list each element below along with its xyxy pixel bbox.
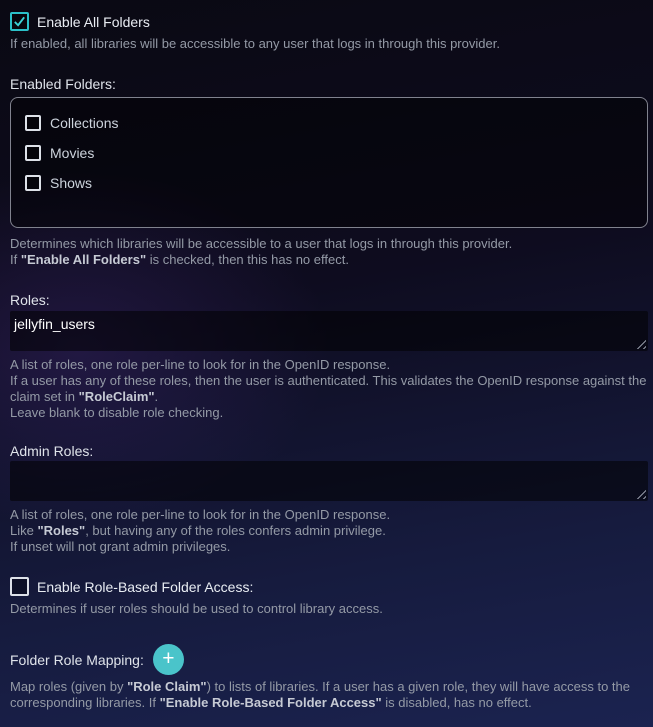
- check-icon: [12, 14, 27, 29]
- admin-roles-description: A list of roles, one role per-line to look for in the OpenID response. Like "Roles", but having any of the roles confers admin privilege. If unset will not grant admin privileges.: [10, 507, 391, 554]
- enable-all-folders-label[interactable]: Enable All Folders: [37, 13, 150, 30]
- enabled-folders-label: Enabled Folders:: [10, 76, 116, 92]
- role-based-folder-access-description: Determines if user roles should be used to control library access.: [10, 601, 383, 616]
- role-based-folder-access-checkbox[interactable]: [10, 577, 29, 596]
- folder-row-collections: [25, 115, 633, 131]
- folder-row-movies: [25, 145, 633, 161]
- admin-roles-textarea[interactable]: [10, 461, 648, 501]
- enable-all-folders-checkbox[interactable]: [10, 12, 29, 31]
- folder-role-mapping-description: Map roles (given by "Role Claim") to lists of libraries. If a user has a given role, they will have access to the corresponding libraries. If "Enable Role-Based Folder Access" is disabled, has no effect.: [10, 679, 630, 710]
- folder-role-mapping-row: [10, 644, 648, 675]
- folder-checkbox-collections[interactable]: [25, 115, 41, 131]
- folder-label-movies[interactable]: Movies: [50, 145, 95, 161]
- folder-checkbox-movies[interactable]: [25, 145, 41, 161]
- folder-label-shows[interactable]: Shows: [50, 175, 93, 191]
- roles-label: Roles:: [10, 292, 50, 308]
- roles-textarea-wrap: [10, 311, 648, 351]
- folder-role-mapping-label: Folder Role Mapping:: [10, 651, 144, 668]
- roles-description: A list of roles, one role per-line to look for in the OpenID response. If a user has any of these roles, then the user is authenticated. This validates the OpenID response against the claim set in "RoleClaim". Leave blank to disable role checking.: [10, 357, 647, 420]
- folder-label-collections[interactable]: Collections: [50, 115, 119, 131]
- admin-roles-textarea-wrap: [10, 461, 648, 501]
- role-based-folder-access-label[interactable]: Enable Role-Based Folder Access:: [37, 578, 254, 595]
- folder-row-shows: [25, 175, 633, 191]
- roles-textarea[interactable]: [10, 311, 648, 351]
- enabled-folders-description: Determines which libraries will be accessible to a user that logs in through this provider. If "Enable All Folders" is checked, then this has no effect.: [10, 236, 513, 267]
- enable-all-folders-row: [10, 12, 648, 31]
- role-based-folder-access-row: [10, 577, 648, 596]
- plus-icon: +: [162, 647, 175, 670]
- admin-roles-label: Admin Roles:: [10, 443, 94, 459]
- enable-all-folders-description: If enabled, all libraries will be accessible to any user that logs in through this provider.: [10, 36, 500, 51]
- folder-checkbox-shows[interactable]: [25, 175, 41, 191]
- enabled-folders-list: [10, 97, 648, 228]
- add-folder-role-mapping-button[interactable]: [153, 644, 184, 675]
